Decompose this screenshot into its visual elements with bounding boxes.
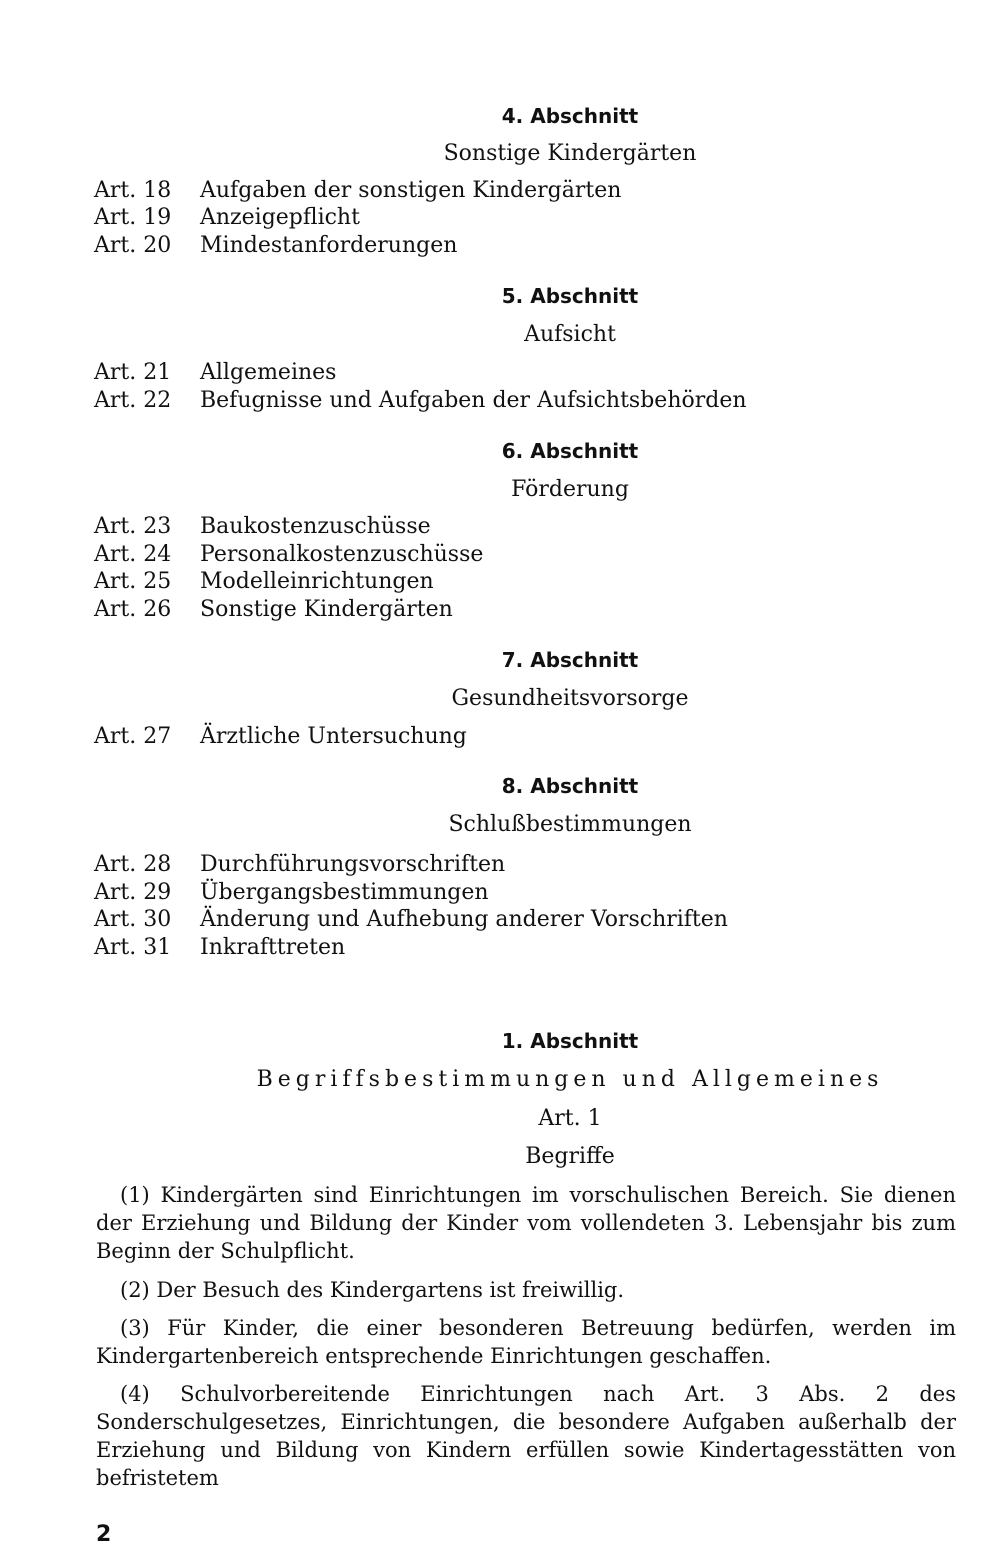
section-7-number: 7. Abschnitt: [501, 648, 639, 672]
toc-article-number: Art. 31: [94, 935, 172, 960]
section-5-number: 5. Abschnitt: [501, 284, 639, 308]
paragraph-2: [96, 1276, 956, 1304]
section-8-number: 8. Abschnitt: [501, 774, 639, 798]
paragraph-text: (4) Schulvorbereitende Einrichtungen nach Art. 3 Abs. 2 des Sonderschulgesetzes, Einrichtungen, die besondere Aufgaben außerhalb der Erziehung und Bildung von Kindern erfüllen sowie Kindertagesstätten von befristetem: [96, 1382, 956, 1490]
toc-article-title: Baukostenzuschüsse: [200, 514, 431, 539]
toc-article-title: Mindestanforderungen: [200, 233, 458, 258]
toc-article-number: Art. 24: [94, 542, 172, 567]
toc-article-number: Art. 27: [94, 724, 172, 749]
toc-article-number: Art. 21: [94, 360, 172, 385]
section-4-number: 4. Abschnitt: [501, 104, 639, 128]
toc-article-number: Art. 30: [94, 907, 172, 932]
section-4-title: Sonstige Kindergärten: [443, 141, 697, 166]
toc-article-title: Ärztliche Untersuchung: [200, 724, 467, 749]
toc-article-number: Art. 25: [94, 569, 172, 594]
toc-article-title: Änderung und Aufhebung anderer Vorschriften: [200, 907, 728, 932]
toc-article-number: Art. 19: [94, 205, 172, 230]
toc-article-number: Art. 29: [94, 880, 172, 905]
toc-article-number: Art. 26: [94, 597, 172, 622]
toc-article-number: Art. 22: [94, 388, 172, 413]
paragraph-3: [96, 1314, 956, 1370]
article-1-number: Art. 1: [538, 1106, 602, 1131]
body-section-1-title: Begriffsbestimmungen und Allgemeines: [256, 1067, 884, 1092]
toc-article-number: Art. 20: [94, 233, 172, 258]
article-1-title: Begriffe: [525, 1144, 615, 1169]
toc-article-title: Inkrafttreten: [200, 935, 346, 960]
toc-article-number: Art. 28: [94, 852, 172, 877]
toc-article-title: Sonstige Kindergärten: [200, 597, 453, 622]
toc-article-title: Allgemeines: [200, 360, 337, 385]
toc-article-title: Personalkostenzuschüsse: [200, 542, 484, 567]
toc-article-number: Art. 23: [94, 514, 172, 539]
body-section-1-number: 1. Abschnitt: [501, 1029, 639, 1053]
toc-article-title: Aufgaben der sonstigen Kindergärten: [200, 178, 622, 203]
paragraph-4: [96, 1380, 956, 1492]
section-8-title: Schlußbestimmungen: [448, 812, 692, 837]
section-6-title: Förderung: [511, 477, 629, 502]
paragraph-text: (2) Der Besuch des Kindergartens ist freiwillig.: [120, 1278, 625, 1302]
section-7-title: Gesundheitsvorsorge: [451, 686, 689, 711]
toc-article-title: Befugnisse und Aufgaben der Aufsichtsbehörden: [200, 388, 747, 413]
page-number: 2: [96, 1522, 112, 1547]
paragraph-text: (3) Für Kinder, die einer besonderen Betreuung bedürfen, werden im Kindergartenbereich entsprechende Einrichtungen geschaffen.: [96, 1316, 956, 1368]
section-5-title: Aufsicht: [524, 322, 616, 347]
toc-article-title: Durchführungsvorschriften: [200, 852, 506, 877]
toc-article-title: Modelleinrichtungen: [200, 569, 434, 594]
toc-article-number: Art. 18: [94, 178, 172, 203]
paragraph-text: (1) Kindergärten sind Einrichtungen im vorschulischen Bereich. Sie dienen der Erziehung und Bildung der Kinder vom vollendeten 3. Lebensjahr bis zum Beginn der Schulpflicht.: [96, 1183, 956, 1263]
toc-article-title: Übergangsbestimmungen: [200, 880, 489, 905]
paragraph-1: [96, 1181, 956, 1265]
section-6-number: 6. Abschnitt: [501, 439, 639, 463]
toc-article-title: Anzeigepflicht: [200, 205, 360, 230]
